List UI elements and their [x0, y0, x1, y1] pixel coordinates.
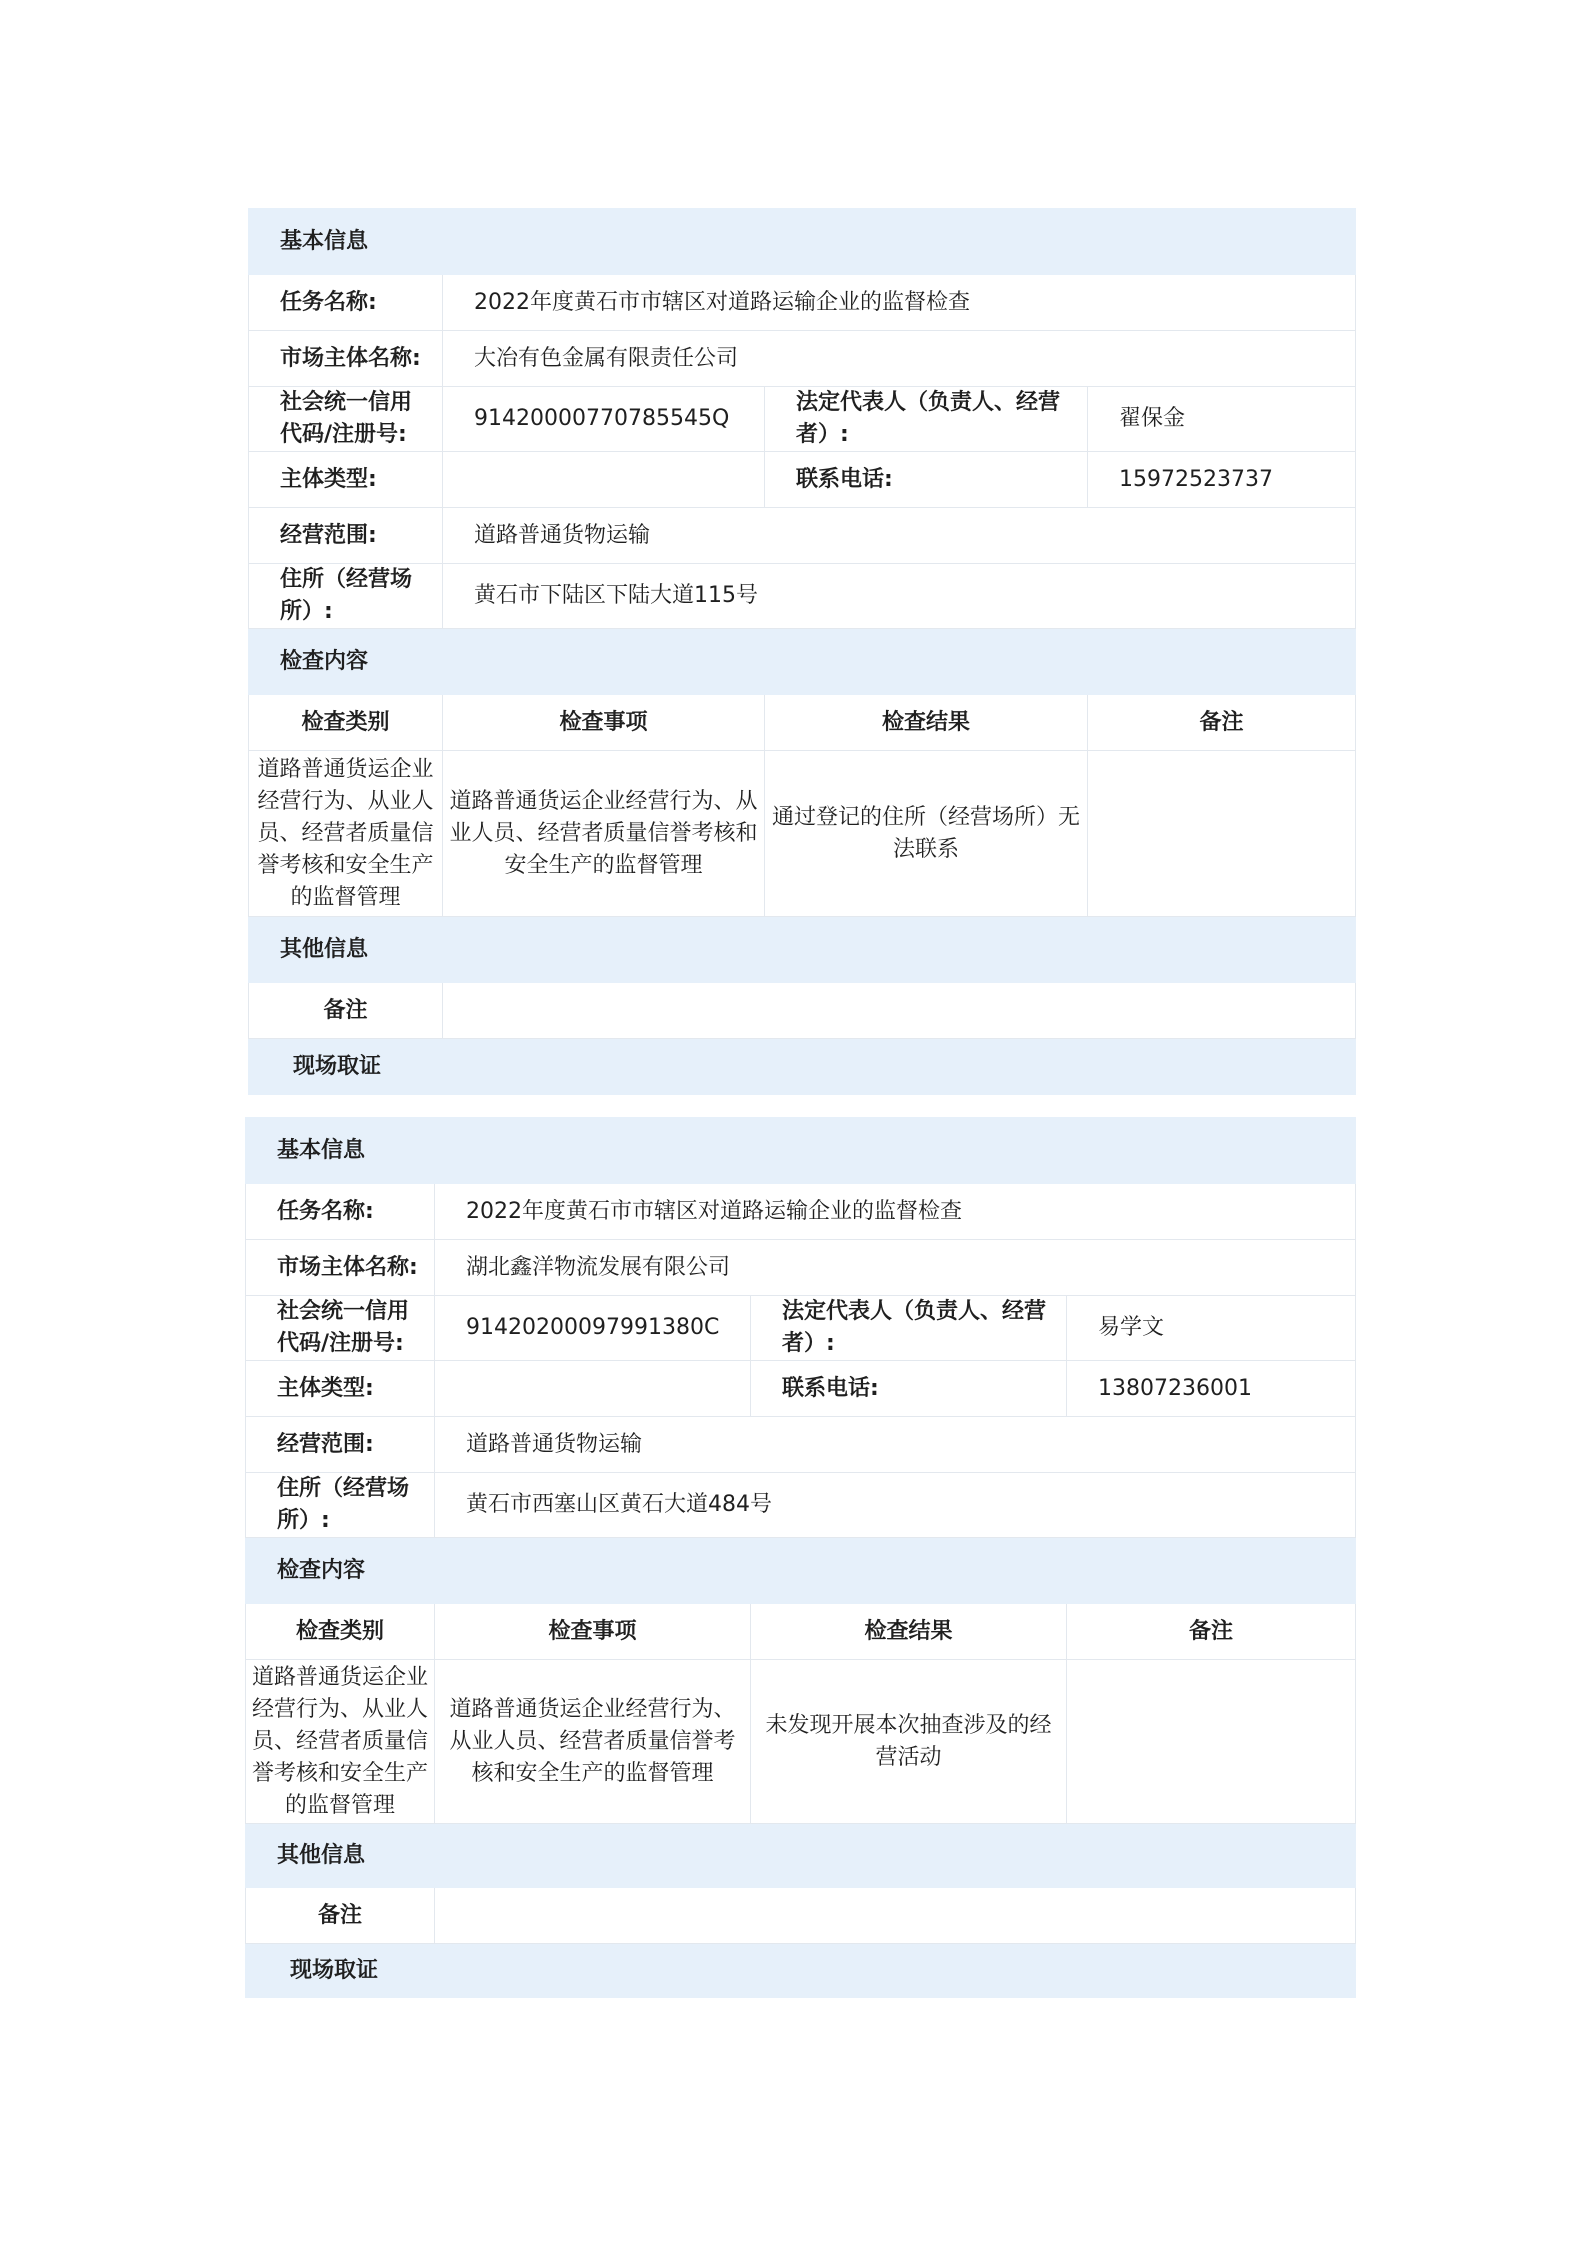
entity-name-value: 大冶有色金属有限责任公司	[443, 331, 1356, 387]
legal-rep-value: 易学文	[1067, 1296, 1356, 1361]
remarks-label: 备注	[249, 983, 443, 1039]
entity-name-label: 市场主体名称:	[246, 1240, 435, 1296]
inspection-heading: 检查内容	[246, 1538, 1356, 1604]
col-category-header: 检查类别	[249, 695, 443, 751]
credit-code-value: 91420000770785545Q	[443, 387, 765, 452]
record-table	[245, 1117, 1356, 1998]
business-scope-value: 道路普通货物运输	[443, 508, 1356, 564]
remarks-label: 备注	[246, 1888, 435, 1944]
inspection-result: 未发现开展本次抽查涉及的经营活动	[751, 1660, 1067, 1824]
basic-info-heading: 基本信息	[249, 209, 1356, 275]
entity-name-value: 湖北鑫洋物流发展有限公司	[435, 1240, 1356, 1296]
col-result-header: 检查结果	[751, 1604, 1067, 1660]
legal-rep-label: 法定代表人（负责人、经营者）:	[765, 387, 1088, 452]
entity-type-value	[443, 452, 765, 508]
col-note-header: 备注	[1088, 695, 1356, 751]
remarks-value	[443, 983, 1356, 1039]
task-name-label: 任务名称:	[249, 275, 443, 331]
task-name-value: 2022年度黄石市市辖区对道路运输企业的监督检查	[443, 275, 1356, 331]
credit-code-label: 社会统一信用代码/注册号:	[249, 387, 443, 452]
task-name-label: 任务名称:	[246, 1184, 435, 1240]
inspection-heading: 检查内容	[249, 629, 1356, 695]
task-name-value: 2022年度黄石市市辖区对道路运输企业的监督检查	[435, 1184, 1356, 1240]
credit-code-label: 社会统一信用代码/注册号:	[246, 1296, 435, 1361]
address-value: 黄石市下陆区下陆大道115号	[443, 564, 1356, 629]
inspection-item: 道路普通货运企业经营行为、从业人员、经营者质量信誉考核和安全生产的监督管理	[435, 1660, 751, 1824]
address-value: 黄石市西塞山区黄石大道484号	[435, 1473, 1356, 1538]
credit-code-value: 91420200097991380C	[435, 1296, 751, 1361]
inspection-record	[245, 1117, 1355, 1998]
phone-value: 13807236001	[1067, 1361, 1356, 1417]
entity-type-label: 主体类型:	[249, 452, 443, 508]
entity-type-label: 主体类型:	[246, 1361, 435, 1417]
other-info-heading: 其他信息	[246, 1824, 1356, 1888]
phone-value: 15972523737	[1088, 452, 1356, 508]
basic-info-heading: 基本信息	[246, 1118, 1356, 1184]
entity-type-value	[435, 1361, 751, 1417]
inspection-result: 通过登记的住所（经营场所）无法联系	[765, 751, 1088, 917]
col-result-header: 检查结果	[765, 695, 1088, 751]
evidence-heading: 现场取证	[246, 1944, 1356, 1998]
business-scope-value: 道路普通货物运输	[435, 1417, 1356, 1473]
phone-label: 联系电话:	[765, 452, 1088, 508]
legal-rep-label: 法定代表人（负责人、经营者）:	[751, 1296, 1067, 1361]
business-scope-label: 经营范围:	[246, 1417, 435, 1473]
inspection-note	[1088, 751, 1356, 917]
col-item-header: 检查事项	[435, 1604, 751, 1660]
entity-name-label: 市场主体名称:	[249, 331, 443, 387]
address-label: 住所（经营场所）:	[246, 1473, 435, 1538]
inspection-item: 道路普通货运企业经营行为、从业人员、经营者质量信誉考核和安全生产的监督管理	[443, 751, 765, 917]
record-table	[248, 208, 1356, 1095]
inspection-category: 道路普通货运企业经营行为、从业人员、经营者质量信誉考核和安全生产的监督管理	[249, 751, 443, 917]
evidence-heading: 现场取证	[249, 1039, 1356, 1095]
phone-label: 联系电话:	[751, 1361, 1067, 1417]
address-label: 住所（经营场所）:	[249, 564, 443, 629]
inspection-note	[1067, 1660, 1356, 1824]
inspection-category: 道路普通货运企业经营行为、从业人员、经营者质量信誉考核和安全生产的监督管理	[246, 1660, 435, 1824]
legal-rep-value: 翟保金	[1088, 387, 1356, 452]
col-item-header: 检查事项	[443, 695, 765, 751]
col-note-header: 备注	[1067, 1604, 1356, 1660]
other-info-heading: 其他信息	[249, 917, 1356, 983]
remarks-value	[435, 1888, 1356, 1944]
business-scope-label: 经营范围:	[249, 508, 443, 564]
col-category-header: 检查类别	[246, 1604, 435, 1660]
inspection-record	[248, 208, 1355, 1095]
